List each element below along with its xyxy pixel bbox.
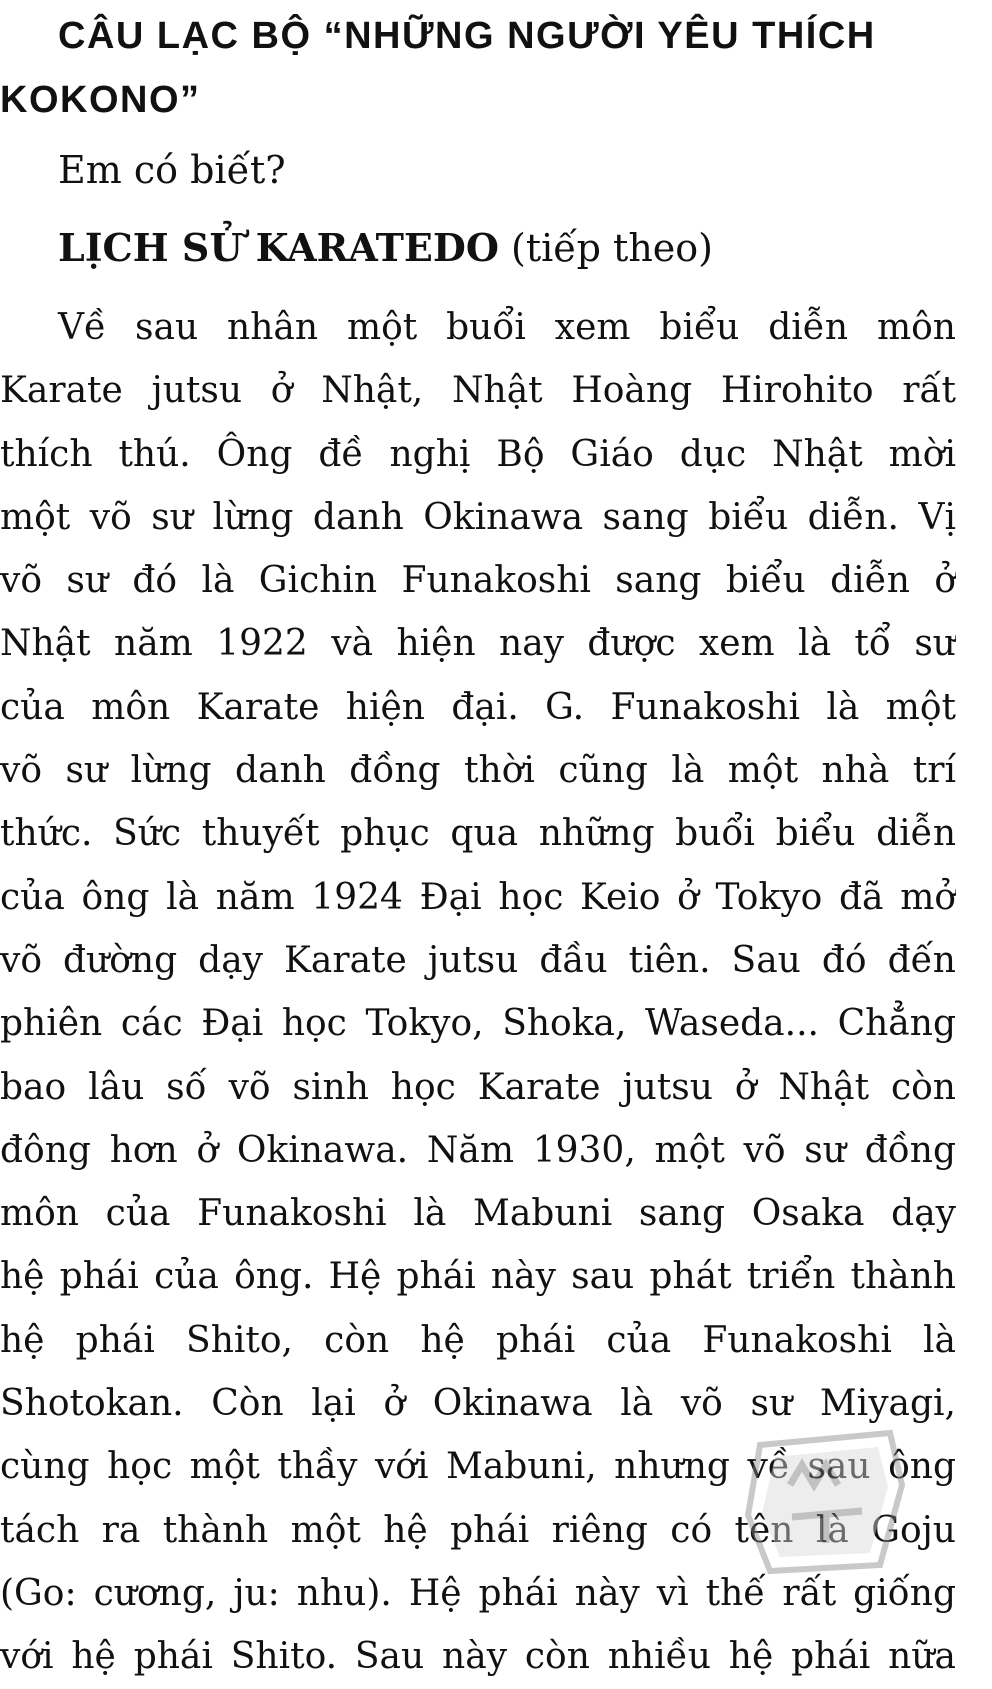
body-line: thích thú. Ông đề nghị Bộ Giáo dục Nhật mời: [0, 433, 956, 475]
logo-stamp-icon: [740, 1425, 910, 1575]
body-line: Shotokan. Còn lại ở Okinawa là võ sư Miyagi,: [0, 1383, 956, 1425]
body-line: Karate jutsu ở Nhật, Nhật Hoàng Hirohito rất: [0, 370, 956, 412]
body-line: thức. Sức thuyết phục qua những buổi biểu diễn: [0, 813, 956, 855]
body-line: đông hơn ở Okinawa. Năm 1930, một võ sư đồng: [0, 1129, 956, 1171]
body-line: hệ phái của ông. Hệ phái này sau phát triển thành: [0, 1256, 956, 1298]
subheading: [58, 218, 713, 278]
body-line: Về sau nhân một buổi xem biểu diễn môn: [58, 307, 956, 348]
body-line: của ông là năm 1924 Đại học Keio ở Tokyo đã mở: [0, 876, 956, 918]
body-line: một võ sư lừng danh Okinawa sang biểu diễn. Vị: [0, 496, 956, 538]
body-line: hệ phái Shito, còn hệ phái của Funakoshi là: [0, 1319, 956, 1361]
body-line: phiên các Đại học Tokyo, Shoka, Waseda... Chẳng: [0, 1003, 956, 1045]
body-line: với hệ phái Shito. Sau này còn nhiều hệ phái nữa: [0, 1636, 956, 1678]
body-line: tách ra thành một hệ phái riêng có tên là Goju: [0, 1509, 956, 1551]
body-line: (Go: cương, ju: nhu). Hệ phái này vì thế rất giống: [0, 1572, 956, 1614]
body-line: của môn Karate hiện đại. G. Funakoshi là một: [0, 686, 956, 728]
body-line: bao lâu số võ sinh học Karate jutsu ở Nhật còn: [0, 1066, 956, 1108]
body-line: võ đường dạy Karate jutsu đầu tiên. Sau đó đến: [0, 939, 956, 981]
body-line: võ sư đó là Gichin Funakoshi sang biểu diễn ở: [0, 560, 956, 602]
question-text: Em có biết?: [58, 148, 286, 192]
body-line: cùng học một thầy với Mabuni, nhưng về sau ông: [0, 1446, 956, 1488]
body-line: Nhật năm 1922 và hiện nay được xem là tổ sư: [0, 623, 956, 665]
body-line: võ sư lừng danh đồng thời cũng là một nhà trí: [0, 750, 956, 792]
subheading-title: LỊCH SỬ KARATEDO: [58, 225, 499, 270]
body-line: môn của Funakoshi là Mabuni sang Osaka dạy: [0, 1193, 956, 1235]
subheading-note: (tiếp theo): [498, 226, 713, 270]
section-heading: CÂU LẠC BỘ “NHỮNG NGƯỜI YÊU THÍCH KOKONO”: [0, 15, 876, 121]
